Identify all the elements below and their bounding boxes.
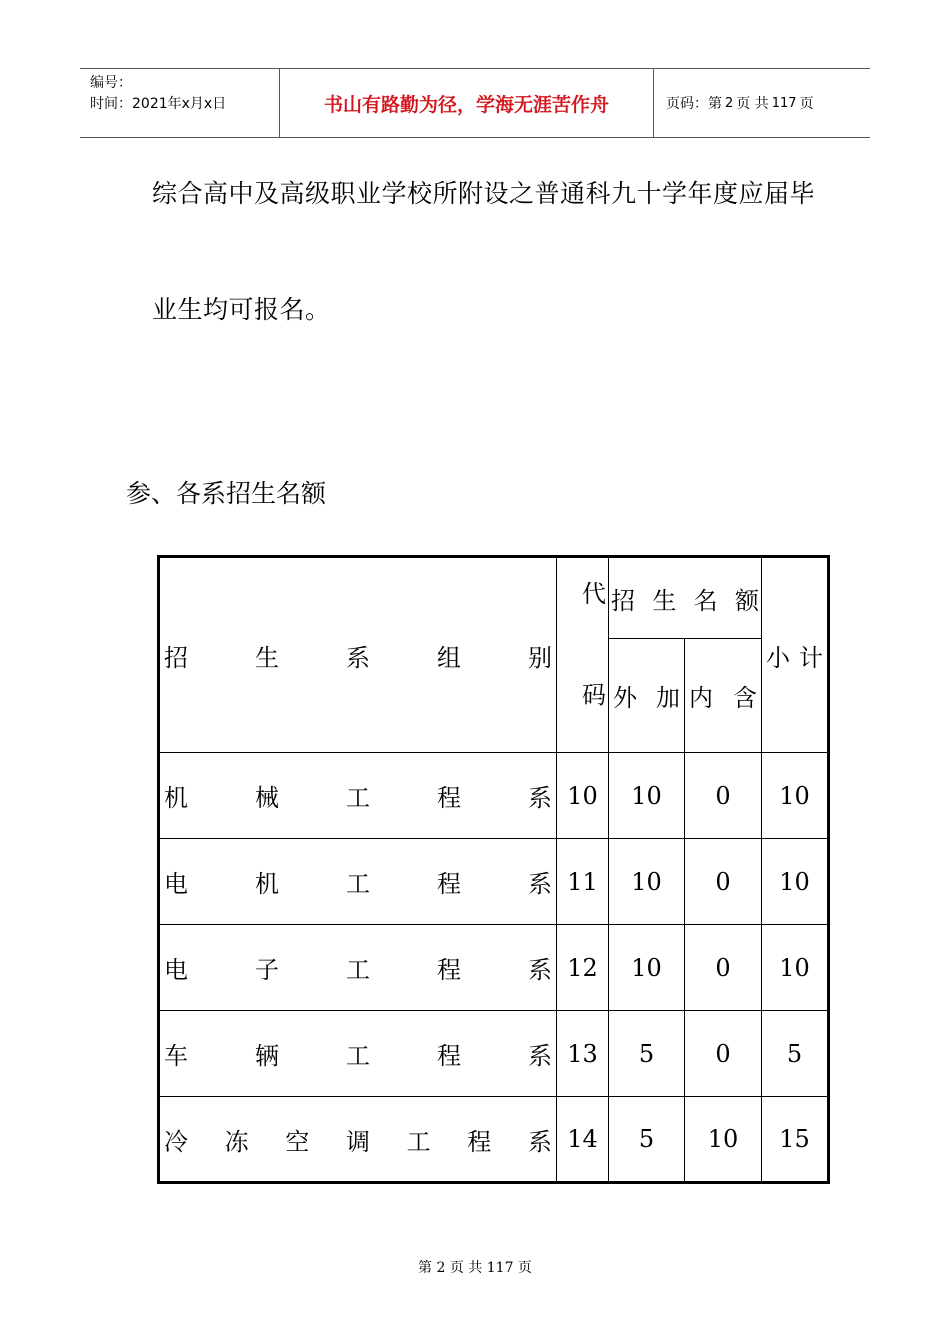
header-inner xyxy=(685,639,762,753)
dept-char: 工 xyxy=(346,870,370,898)
inner-cell: 10 xyxy=(685,1097,762,1183)
header-code-bottom: 码 xyxy=(582,681,606,709)
header-subtotal-char: 小 xyxy=(766,643,790,672)
dept-char: 程 xyxy=(437,1042,461,1070)
header-page-info xyxy=(654,69,870,137)
dept-cell xyxy=(159,839,557,925)
code-cell: 11 xyxy=(557,839,609,925)
page-footer: 第 2 页 共 117 页 xyxy=(418,1260,532,1276)
header-dept-char: 组 xyxy=(437,643,461,672)
header-meta xyxy=(80,69,280,137)
table-row xyxy=(159,753,829,839)
dept-char: 电 xyxy=(164,956,188,984)
subtotal-cell: 15 xyxy=(762,1097,829,1183)
page-number: 2 xyxy=(725,95,734,111)
subtotal-cell: 5 xyxy=(762,1011,829,1097)
dept-char: 程 xyxy=(467,1127,492,1156)
table-row xyxy=(159,1097,829,1183)
header-dept-char: 招 xyxy=(164,643,188,672)
table-row xyxy=(159,839,829,925)
dept-char: 工 xyxy=(406,1127,431,1156)
header-quota-char: 名 xyxy=(693,586,718,615)
code-cell: 14 xyxy=(557,1097,609,1183)
subtotal-cell: 10 xyxy=(762,753,829,839)
header-dept-char: 系 xyxy=(346,643,370,672)
dept-cell xyxy=(159,925,557,1011)
subtotal-cell: 10 xyxy=(762,839,829,925)
dept-char: 工 xyxy=(346,956,370,984)
header-extra xyxy=(609,639,685,753)
dept-cell xyxy=(159,1011,557,1097)
dept-char: 机 xyxy=(164,784,188,812)
dept-char: 工 xyxy=(346,1042,370,1070)
page-prefix: 页码：第 xyxy=(666,96,722,112)
section-title: 参、各系招生名额 xyxy=(126,479,327,508)
page-total: 117 xyxy=(771,95,797,111)
header-code xyxy=(557,557,609,753)
code-cell: 13 xyxy=(557,1011,609,1097)
subtotal-cell: 10 xyxy=(762,925,829,1011)
header-dept-char: 生 xyxy=(255,643,279,672)
header-motto: 书山有路勤为径，学海无涯苦作舟 xyxy=(280,69,654,137)
dept-char: 调 xyxy=(345,1127,370,1156)
extra-cell: 10 xyxy=(609,925,685,1011)
code-cell: 12 xyxy=(557,925,609,1011)
header-code-top: 代 xyxy=(582,580,606,608)
header-inner-char: 含 xyxy=(733,684,757,712)
dept-char: 系 xyxy=(527,1127,552,1156)
dept-char: 系 xyxy=(528,870,552,898)
dept-char: 系 xyxy=(528,1042,552,1070)
page-header xyxy=(80,68,870,138)
page-suffix: 页 xyxy=(799,96,814,112)
dept-cell xyxy=(159,1097,557,1183)
page-mid: 页 共 xyxy=(736,96,769,112)
dept-cell xyxy=(159,753,557,839)
code-cell: 10 xyxy=(557,753,609,839)
dept-char: 空 xyxy=(285,1127,310,1156)
dept-char: 工 xyxy=(346,784,370,812)
header-quota-char: 额 xyxy=(734,586,759,615)
dept-char: 程 xyxy=(437,956,461,984)
dept-char: 系 xyxy=(528,784,552,812)
dept-char: 程 xyxy=(437,784,461,812)
header-subtotal xyxy=(762,557,829,753)
quota-table xyxy=(157,555,830,1184)
dept-char: 车 xyxy=(164,1042,188,1070)
extra-cell: 5 xyxy=(609,1011,685,1097)
table-row xyxy=(159,1011,829,1097)
extra-cell: 5 xyxy=(609,1097,685,1183)
dept-char: 子 xyxy=(255,956,279,984)
header-extra-char: 外 xyxy=(613,684,637,712)
dept-char: 冻 xyxy=(224,1127,249,1156)
header-quota-char: 招 xyxy=(611,586,635,615)
inner-cell: 0 xyxy=(685,839,762,925)
header-quota-char: 生 xyxy=(652,586,677,615)
dept-char: 辆 xyxy=(255,1042,279,1070)
inner-cell: 0 xyxy=(685,753,762,839)
dept-char: 械 xyxy=(255,784,279,812)
header-dept xyxy=(159,557,557,753)
header-quota xyxy=(609,557,762,639)
extra-cell: 10 xyxy=(609,839,685,925)
extra-cell: 10 xyxy=(609,753,685,839)
body-line-2: 业生均可报名。 xyxy=(152,295,331,324)
table-row xyxy=(159,925,829,1011)
header-dept-char: 别 xyxy=(528,643,552,672)
doc-number-label: 编号： xyxy=(90,75,132,91)
header-inner-char: 内 xyxy=(689,684,713,712)
dept-char: 冷 xyxy=(164,1127,188,1156)
inner-cell: 0 xyxy=(685,1011,762,1097)
inner-cell: 0 xyxy=(685,925,762,1011)
dept-char: 系 xyxy=(528,956,552,984)
dept-char: 电 xyxy=(164,870,188,898)
doc-time-label: 时间：2021年x月x日 xyxy=(90,96,227,112)
header-extra-char: 加 xyxy=(656,684,680,712)
dept-char: 机 xyxy=(255,870,279,898)
dept-char: 程 xyxy=(437,870,461,898)
header-subtotal-char: 计 xyxy=(799,643,823,672)
body-line-1: 综合高中及高级职业学校所附设之普通科九十学年度应届毕 xyxy=(152,179,816,208)
